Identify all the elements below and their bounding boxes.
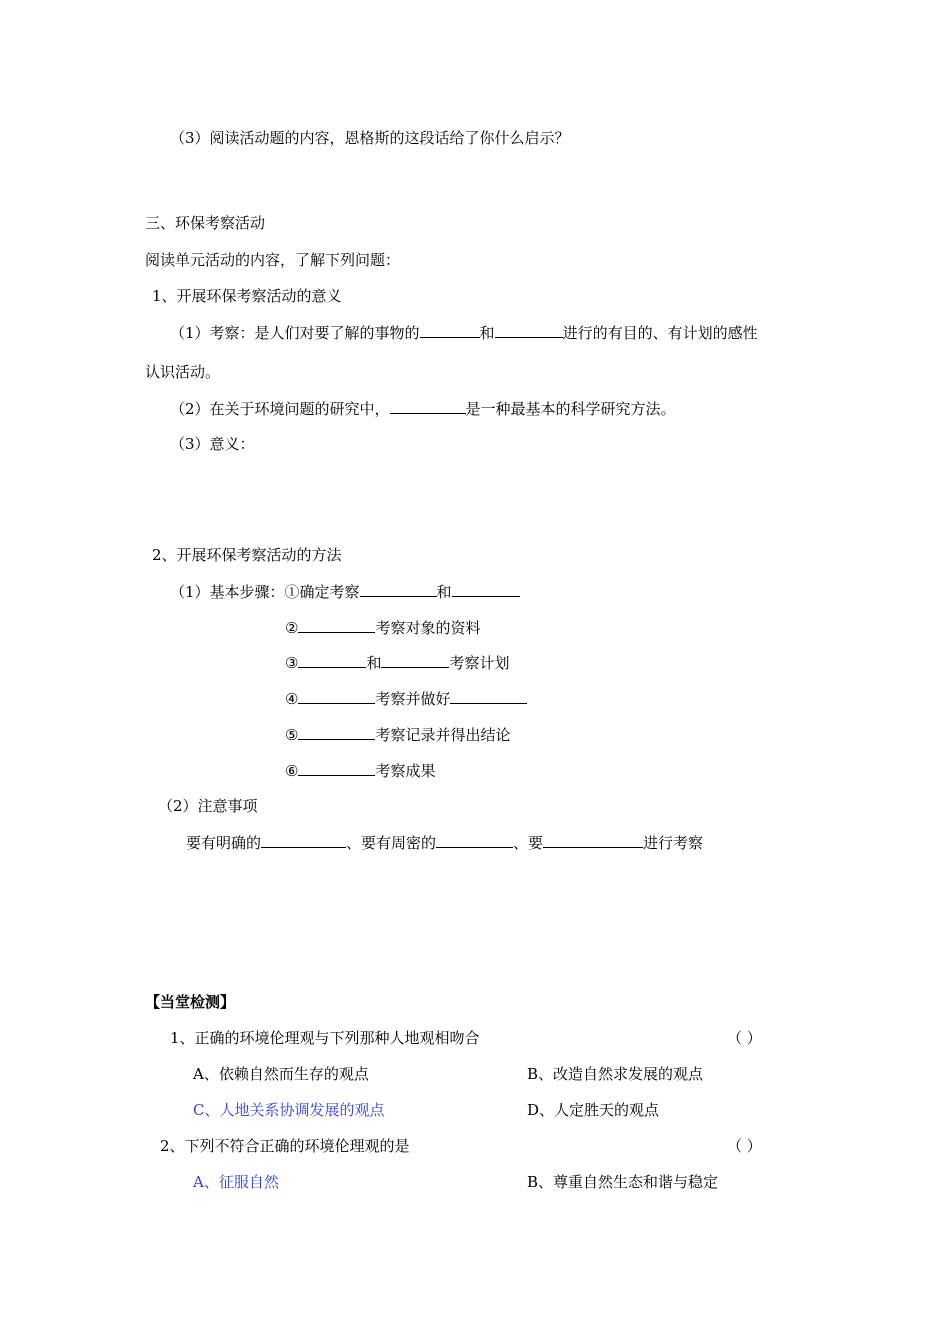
step-2-text: 考察对象的资料 [375,619,481,637]
step-4-marker: ④ [285,690,299,708]
section-intro: 阅读单元活动的内容，了解下列问题： [145,251,401,269]
blank-field[interactable] [298,617,375,633]
blank-field[interactable] [420,322,480,338]
option-c[interactable]: C、人地关系协调发展的观点 [193,1101,385,1119]
step-3-text: 考察计划 [449,654,510,672]
step-1-and: 和 [436,583,452,601]
method-line [170,398,676,419]
step-4 [285,688,527,709]
step-2 [285,617,480,638]
quiz-title: 【当堂检测】 [145,993,236,1011]
blank-field[interactable] [495,322,563,338]
method-text-end: 是一种最基本的科学研究方法。 [465,400,676,418]
option-a[interactable]: A、征服自然 [193,1173,279,1191]
part1-heading: 1、开展环保考察活动的意义 [152,287,342,305]
part2-heading: 2、开展环保考察活动的方法 [152,546,342,564]
question-3-enlightenment: （3）阅读活动题的内容，恩格斯的这段话给了你什么启示？ [170,129,570,147]
blank-field[interactable] [298,652,366,668]
definition-continuation: 认识活动。 [145,363,221,381]
notes-heading: （2）注意事项 [158,797,258,815]
blank-field[interactable] [450,688,527,704]
blank-field[interactable] [381,652,449,668]
step-3-and: 和 [366,654,382,672]
blank-field[interactable] [261,832,346,848]
definition-text-and: 和 [479,324,495,342]
step-3 [285,652,509,673]
definition-text-end: 进行的有目的、有计划的感性 [562,324,758,342]
step-3-marker: ③ [285,654,299,672]
step-6-marker: ⑥ [285,762,299,780]
blank-field[interactable] [390,398,466,414]
answer-parentheses[interactable]: （ ） [727,1137,762,1155]
blank-field[interactable] [298,724,375,740]
step-4-text: 考察并做好 [375,690,451,708]
blank-field[interactable] [360,581,437,597]
definition-text-start: （1）考察：是人们对要了解的事物的 [170,324,420,342]
step-1-text: （1）基本步骤：①确定考察 [170,583,360,601]
notes-text-d: 进行考察 [643,834,704,852]
option-b[interactable]: B、尊重自然生态和谐与稳定 [527,1173,719,1191]
notes-text-c: 、要 [513,834,544,852]
step-5 [285,724,510,745]
method-text-start: （2）在关于环境问题的研究中， [170,400,390,418]
significance-line: （3）意义： [170,435,255,453]
notes-text-a: 要有明确的 [186,834,262,852]
option-d[interactable]: D、人定胜天的观点 [527,1101,660,1119]
definition-line [170,322,758,343]
step-6 [285,760,435,781]
step-6-text: 考察成果 [375,762,436,780]
answer-parentheses[interactable]: （ ） [727,1029,762,1047]
step-2-marker: ② [285,619,299,637]
blank-field[interactable] [452,581,520,597]
blank-field[interactable] [543,832,643,848]
question-1-stem: 1、正确的环境伦理观与下列那种人地观相吻合 [170,1029,480,1047]
blank-field[interactable] [436,832,513,848]
step-1 [170,581,520,602]
notes-text-b: 、要有周密的 [346,834,437,852]
step-5-marker: ⑤ [285,726,299,744]
step-5-text: 考察记录并得出结论 [375,726,511,744]
blank-field[interactable] [298,760,375,776]
question-2-stem: 2、下列不符合正确的环境伦理观的是 [160,1137,410,1155]
blank-field[interactable] [298,688,375,704]
option-a[interactable]: A、依赖自然而生存的观点 [193,1065,369,1083]
section-title: 三、环保考察活动 [145,214,266,232]
notes-line [186,832,703,853]
option-b[interactable]: B、改造自然求发展的观点 [527,1065,704,1083]
